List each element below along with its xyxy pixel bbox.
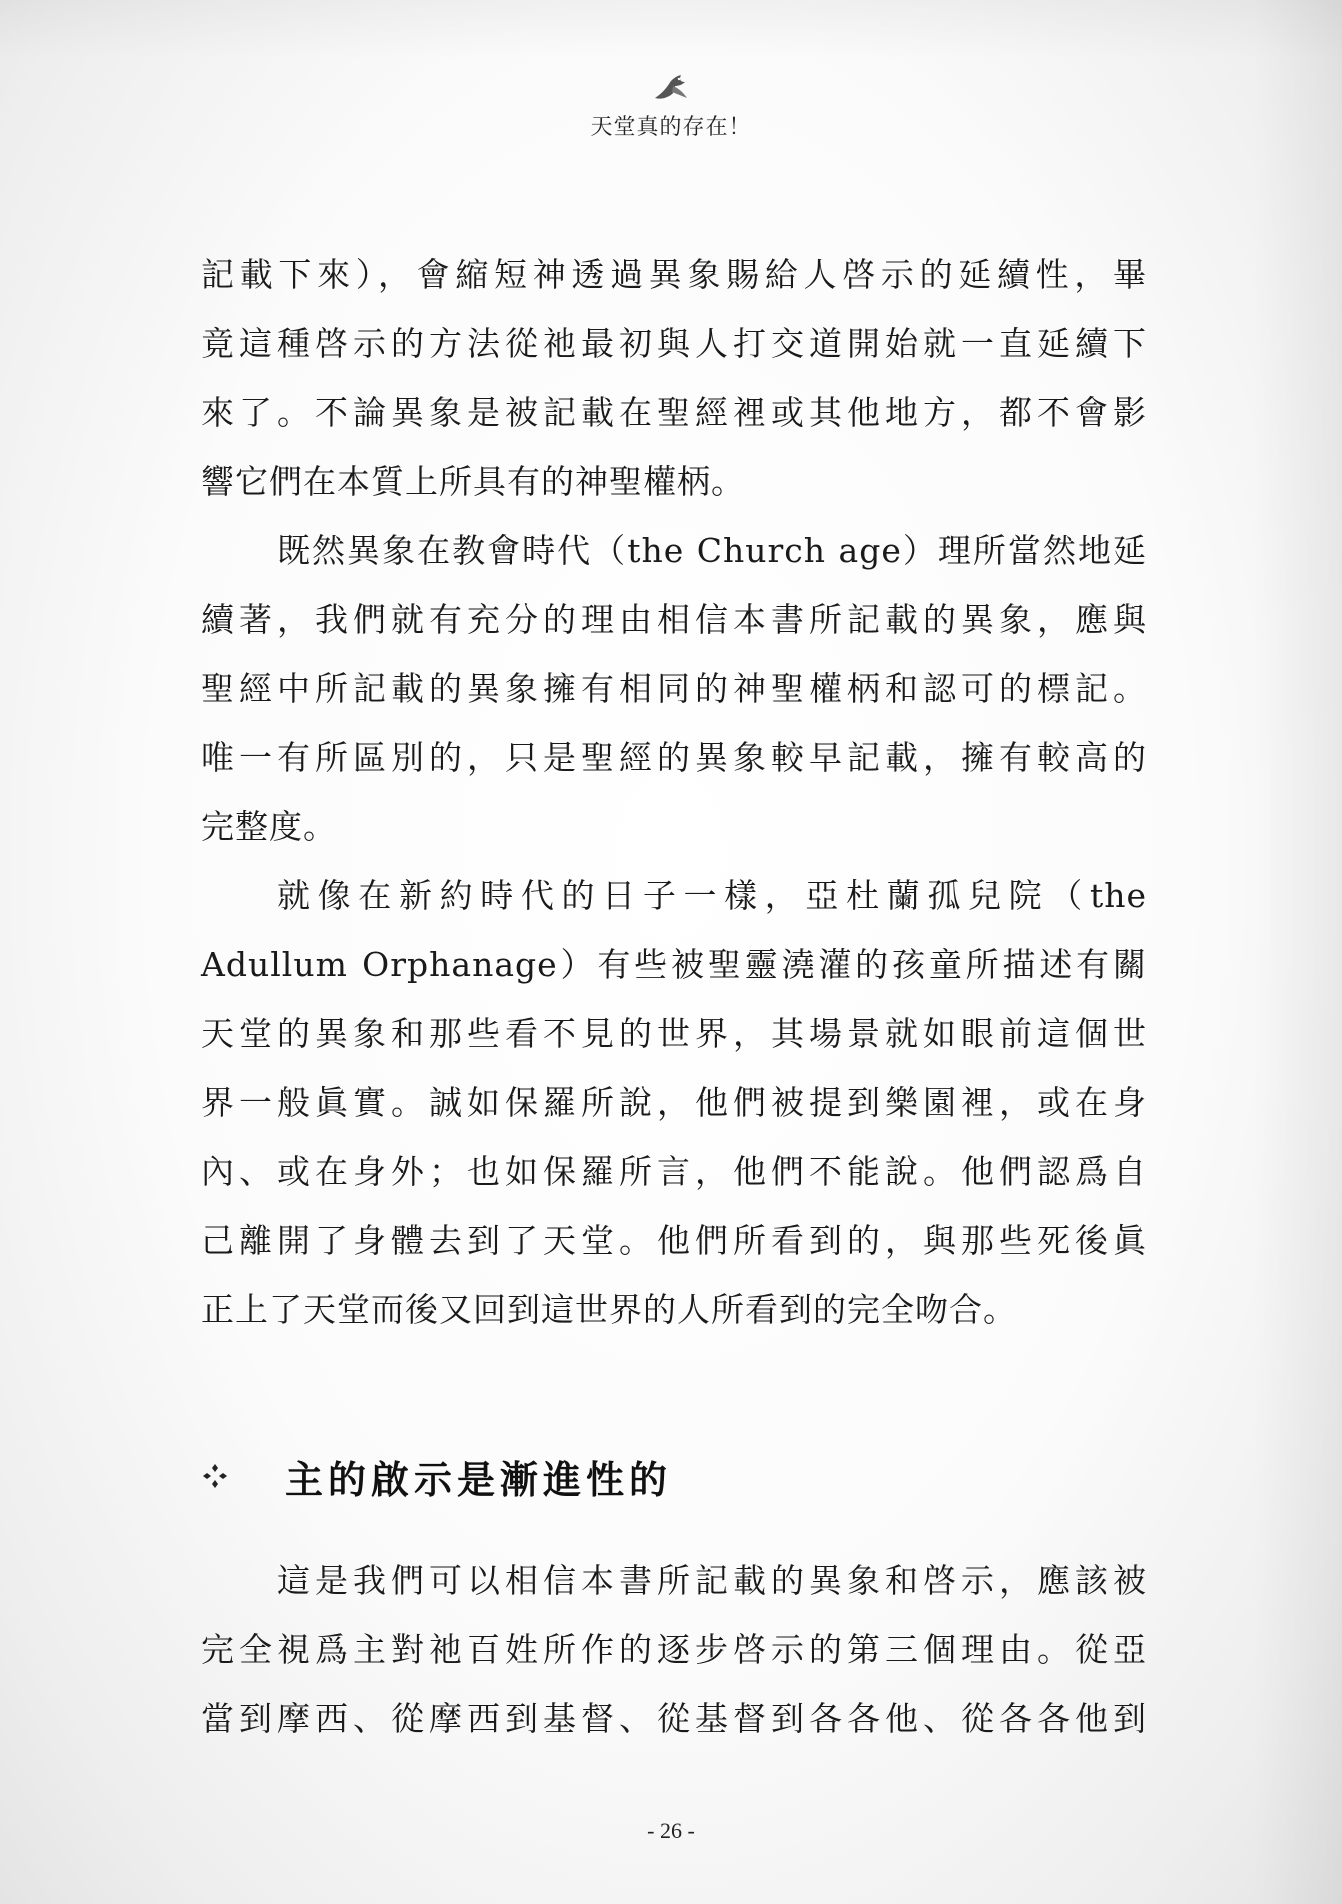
paragraph xyxy=(201,861,1147,1344)
text-line: 天堂的異象和那些看不見的世界，其場景就如眼前這個世 xyxy=(201,1014,1147,1053)
paragraph xyxy=(201,516,1147,861)
page-number: - 26 - xyxy=(647,1818,695,1843)
text-line: 這是我們可以相信本書所記載的異象和啓示，應該被 xyxy=(277,1561,1147,1600)
text-line: 響它們在本質上所具有的神聖權柄。 xyxy=(201,462,745,501)
section-title: 主的啟示是漸進性的 xyxy=(285,1457,673,1502)
text-line: Adullum Orphanage）有些被聖靈澆灌的孩童所描述有關 xyxy=(201,945,1147,984)
paragraph xyxy=(201,240,1147,516)
text-line: 續著，我們就有充分的理由相信本書所記載的異象，應與 xyxy=(201,600,1147,639)
text-line: 聖經中所記載的異象擁有相同的神聖權柄和認可的標記。 xyxy=(201,669,1147,708)
text-line: 唯一有所區別的，只是聖經的異象較早記載，擁有較高的 xyxy=(201,738,1147,777)
text-line: 完整度。 xyxy=(201,807,337,846)
dove-icon xyxy=(649,72,693,106)
text-line: 既然異象在教會時代（the Church age）理所當然地延 xyxy=(277,531,1147,570)
text-line: 竟這種啓示的方法從祂最初與人打交道開始就一直延續下 xyxy=(201,324,1147,363)
page-edge-shadow xyxy=(1252,0,1342,1904)
four-diamond-bullet-icon xyxy=(201,1462,229,1490)
section-text xyxy=(201,1546,1147,1753)
text-line: 就像在新約時代的日子一樣，亞杜蘭孤兒院（the xyxy=(277,876,1147,915)
running-header xyxy=(0,72,1342,141)
text-line: 來了。不論異象是被記載在聖經裡或其他地方，都不會影 xyxy=(201,393,1147,432)
text-line: 界一般眞實。誠如保羅所說，他們被提到樂園裡，或在身 xyxy=(201,1083,1147,1122)
text-line: 完全視爲主對祂百姓所作的逐步啓示的第三個理由。從亞 xyxy=(201,1630,1147,1669)
text-line: 己離開了身體去到了天堂。他們所看到的，與那些死後眞 xyxy=(201,1221,1147,1260)
main-text xyxy=(201,240,1147,1344)
text-line: 內、或在身外；也如保羅所言，他們不能說。他們認爲自 xyxy=(201,1152,1147,1191)
page-top-shadow xyxy=(0,0,1342,60)
text-line: 正上了天堂而後又回到這世界的人所看到的完全吻合。 xyxy=(201,1290,1017,1329)
text-line: 當到摩西、從摩西到基督、從基督到各各他、從各各他到 xyxy=(201,1699,1147,1738)
text-line: 記載下來），會縮短神透過異象賜給人啓示的延續性，畢 xyxy=(201,255,1147,294)
header-title: 天堂真的存在！ xyxy=(590,115,752,140)
section-heading xyxy=(201,1446,672,1506)
